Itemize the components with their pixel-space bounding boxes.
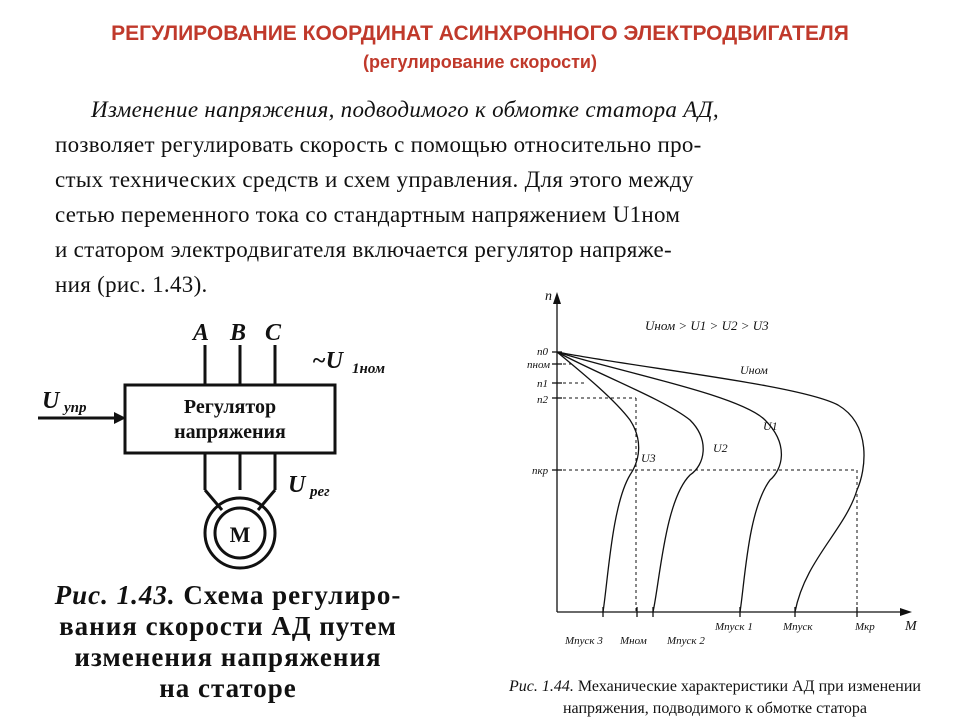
paragraph-line: и статором электродвигателя включается регулятор напряже- [55, 237, 673, 262]
curve-u3 [557, 352, 639, 612]
curve-label-u2: U2 [713, 441, 728, 455]
x-tick-label: Mпуск 1 [715, 621, 753, 633]
curve-u2 [557, 352, 703, 612]
paragraph-line: Изменение напряжения, подводимого к обмотке статора АД, [91, 97, 719, 122]
x-tick-label: Mпуск 3 [565, 635, 603, 647]
x-tick-label: Mпуск 2 [667, 635, 705, 647]
figure1-caption-prefix: Рис. 1.43. [54, 580, 176, 610]
page-title: РЕГУЛИРОВАНИЕ КООРДИНАТ АСИНХРОННОГО ЭЛЕКТРОДВИГАТЕЛЯ [111, 22, 849, 45]
x-axis-label: M [905, 619, 917, 634]
supply-sub: 1ном [352, 361, 386, 377]
page-subtitle: (регулирование скорости) [363, 52, 597, 72]
paragraph-line: стых технических средств и схем управления. Для этого между [55, 167, 694, 192]
figure2-caption-prefix: Рис. 1.44. [509, 678, 574, 695]
figure1-caption-line: на статоре [159, 673, 297, 703]
figure1-caption-line: Схема регулиро- [183, 580, 402, 610]
paragraph-line: позволяет регулировать скорость с помощью относительно про- [55, 132, 702, 157]
y-tick-label: n0 [537, 346, 548, 358]
y-tick-label: n2 [537, 394, 548, 406]
phase-a-label: A [193, 320, 210, 346]
figure1-caption-line: изменения напряжения [74, 642, 382, 672]
y-tick-label: nкр [532, 465, 549, 477]
control-label: U [42, 388, 60, 414]
paragraph-line: сетью переменного тока со стандартным напряжением U1ном [55, 202, 681, 227]
curve-label-u-nom: Uном [740, 363, 768, 377]
x-tick-label: Mкр [855, 621, 875, 633]
phase-c-label: C [265, 320, 282, 346]
y-axis-label: n [545, 289, 552, 304]
y-tick-label: nном [527, 359, 551, 371]
y-tick-label: n1 [537, 378, 548, 390]
figure1-caption-line: вания скорости АД путем [59, 611, 397, 641]
x-tick-label: Mном [620, 635, 647, 647]
curve-label-u3: U3 [641, 451, 656, 465]
regulator-line2: напряжения [174, 421, 286, 443]
phase-b-label: B [230, 320, 247, 346]
supply-label: ~U [312, 348, 344, 374]
paragraph-line: ния (рис. 1.43). [55, 272, 208, 297]
condition-label: Uном > U1 > U2 > U3 [645, 318, 769, 333]
output-label: U [288, 472, 306, 498]
figure2-caption [470, 676, 960, 720]
curve-u1 [557, 352, 781, 612]
motor-label: М [229, 522, 251, 547]
figure2-caption-line: Механические характеристики АД при изменении [577, 678, 921, 695]
curve-label-u1: U1 [763, 419, 778, 433]
output-sub: рег [310, 484, 330, 500]
x-tick-label: Mпуск [783, 621, 813, 633]
regulator-line1: Регулятор [183, 396, 277, 418]
control-sub: упр [64, 400, 87, 416]
figure2-caption-line: напряжения, подводимого к обмотке статора [562, 700, 868, 717]
